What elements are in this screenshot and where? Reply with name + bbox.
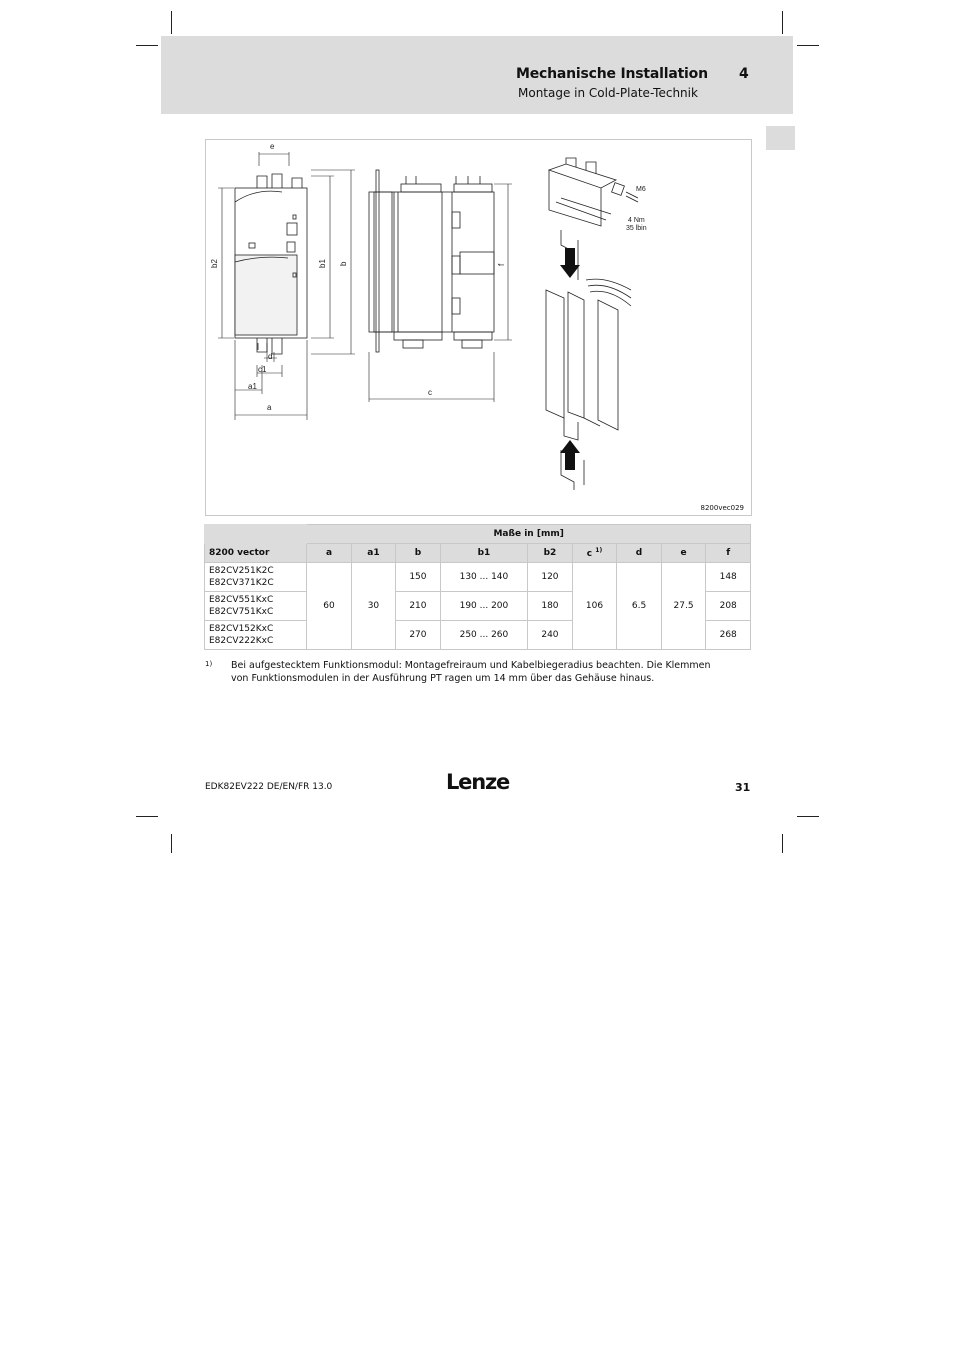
cell-f: 208 bbox=[706, 592, 751, 621]
front-view bbox=[235, 174, 307, 354]
col-header-b: b bbox=[396, 544, 441, 563]
crop-mark bbox=[136, 816, 158, 817]
col-header-e: e bbox=[661, 544, 706, 563]
crop-mark bbox=[782, 11, 783, 34]
page-title: Mechanische Installation bbox=[516, 66, 708, 82]
crop-mark bbox=[171, 11, 172, 34]
cell-b1: 130 ... 140 bbox=[440, 563, 528, 592]
cell-e: 27.5 bbox=[661, 563, 706, 650]
col-header-model: 8200 vector bbox=[205, 544, 307, 563]
page-subtitle: Montage in Cold-Plate-Technik bbox=[518, 86, 698, 100]
table-group-header-row bbox=[205, 525, 751, 544]
dim-label-b1: b1 bbox=[318, 259, 327, 268]
page-number: 31 bbox=[735, 781, 751, 794]
cell-f: 268 bbox=[706, 621, 751, 650]
cell-b: 150 bbox=[396, 563, 441, 592]
col-header-f: f bbox=[706, 544, 751, 563]
col-header-b2: b2 bbox=[528, 544, 573, 563]
dimension-drawing bbox=[205, 139, 752, 516]
side-view bbox=[369, 170, 494, 352]
cell-d: 6.5 bbox=[617, 563, 661, 650]
model-cell: E82CV152KxC E82CV222KxC bbox=[205, 621, 307, 650]
dim-label-b: b bbox=[339, 261, 348, 266]
dim-label-e: e bbox=[270, 142, 275, 151]
table-row bbox=[205, 563, 751, 592]
torque-lbin-label: 35 lbin bbox=[626, 225, 647, 232]
side-dimensions bbox=[369, 184, 512, 402]
col-header-c: c $^{1)}$ bbox=[572, 544, 617, 563]
cell-b2: 240 bbox=[528, 621, 573, 650]
table-corner-cell bbox=[205, 525, 307, 544]
dim-label-a: a bbox=[267, 403, 272, 412]
dim-label-d: d bbox=[268, 352, 273, 361]
model-cell: E82CV251K2C E82CV371K2C bbox=[205, 563, 307, 592]
crop-mark bbox=[136, 45, 158, 46]
document-code: EDK82EV222 DE/EN/FR 13.0 bbox=[205, 782, 333, 792]
torque-nm-label: 4 Nm bbox=[628, 217, 645, 224]
col-header-a: a bbox=[307, 544, 351, 563]
cell-b: 210 bbox=[396, 592, 441, 621]
cell-b1: 190 ... 200 bbox=[440, 592, 528, 621]
crop-mark bbox=[782, 834, 783, 853]
footnote-mark: 1) bbox=[205, 660, 213, 668]
col-header-d: d bbox=[617, 544, 661, 563]
cell-b2: 120 bbox=[528, 563, 573, 592]
cell-a: 60 bbox=[307, 563, 351, 650]
chapter-tab-marker bbox=[766, 126, 795, 150]
col-header-a1: a1 bbox=[351, 544, 395, 563]
table-column-header-row bbox=[205, 544, 751, 563]
model-cell: E82CV551KxC E82CV751KxC bbox=[205, 592, 307, 621]
technical-drawing bbox=[206, 140, 751, 515]
footnote-text: Bei aufgestecktem Funktionsmodul: Montagefreiraum und Kabelbiegeradius beachten. Die Klemmen von Funktionsmodulen in der Ausführung PT ragen um 14 mm über das Gehäuse hinaus. bbox=[231, 660, 711, 684]
crop-mark bbox=[797, 45, 819, 46]
mounting-detail bbox=[546, 158, 638, 490]
torque-labels bbox=[626, 186, 647, 232]
dim-label-c1: c1 bbox=[258, 365, 267, 374]
dim-label-a1: a1 bbox=[248, 382, 257, 391]
page-header bbox=[161, 36, 793, 114]
mounting-arrows bbox=[560, 248, 580, 470]
screw-label: M6 bbox=[636, 186, 646, 193]
cell-f: 148 bbox=[706, 563, 751, 592]
cell-b1: 250 ... 260 bbox=[440, 621, 528, 650]
cell-b: 270 bbox=[396, 621, 441, 650]
cell-a1: 30 bbox=[351, 563, 395, 650]
dimension-table bbox=[204, 524, 751, 650]
chapter-number: 4 bbox=[739, 66, 749, 82]
cell-c: 106 bbox=[572, 563, 617, 650]
dim-label-f: f bbox=[497, 263, 506, 266]
crop-mark bbox=[797, 816, 819, 817]
col-header-b1: b1 bbox=[440, 544, 528, 563]
dim-label-c: c bbox=[428, 388, 432, 397]
cell-b2: 180 bbox=[528, 592, 573, 621]
dim-label-b2: b2 bbox=[210, 259, 219, 268]
crop-mark bbox=[171, 834, 172, 853]
lenze-logo: Lenze bbox=[446, 770, 510, 794]
table-group-header: Maße in [mm] bbox=[307, 525, 751, 544]
figure-id: 8200vec029 bbox=[700, 504, 744, 512]
